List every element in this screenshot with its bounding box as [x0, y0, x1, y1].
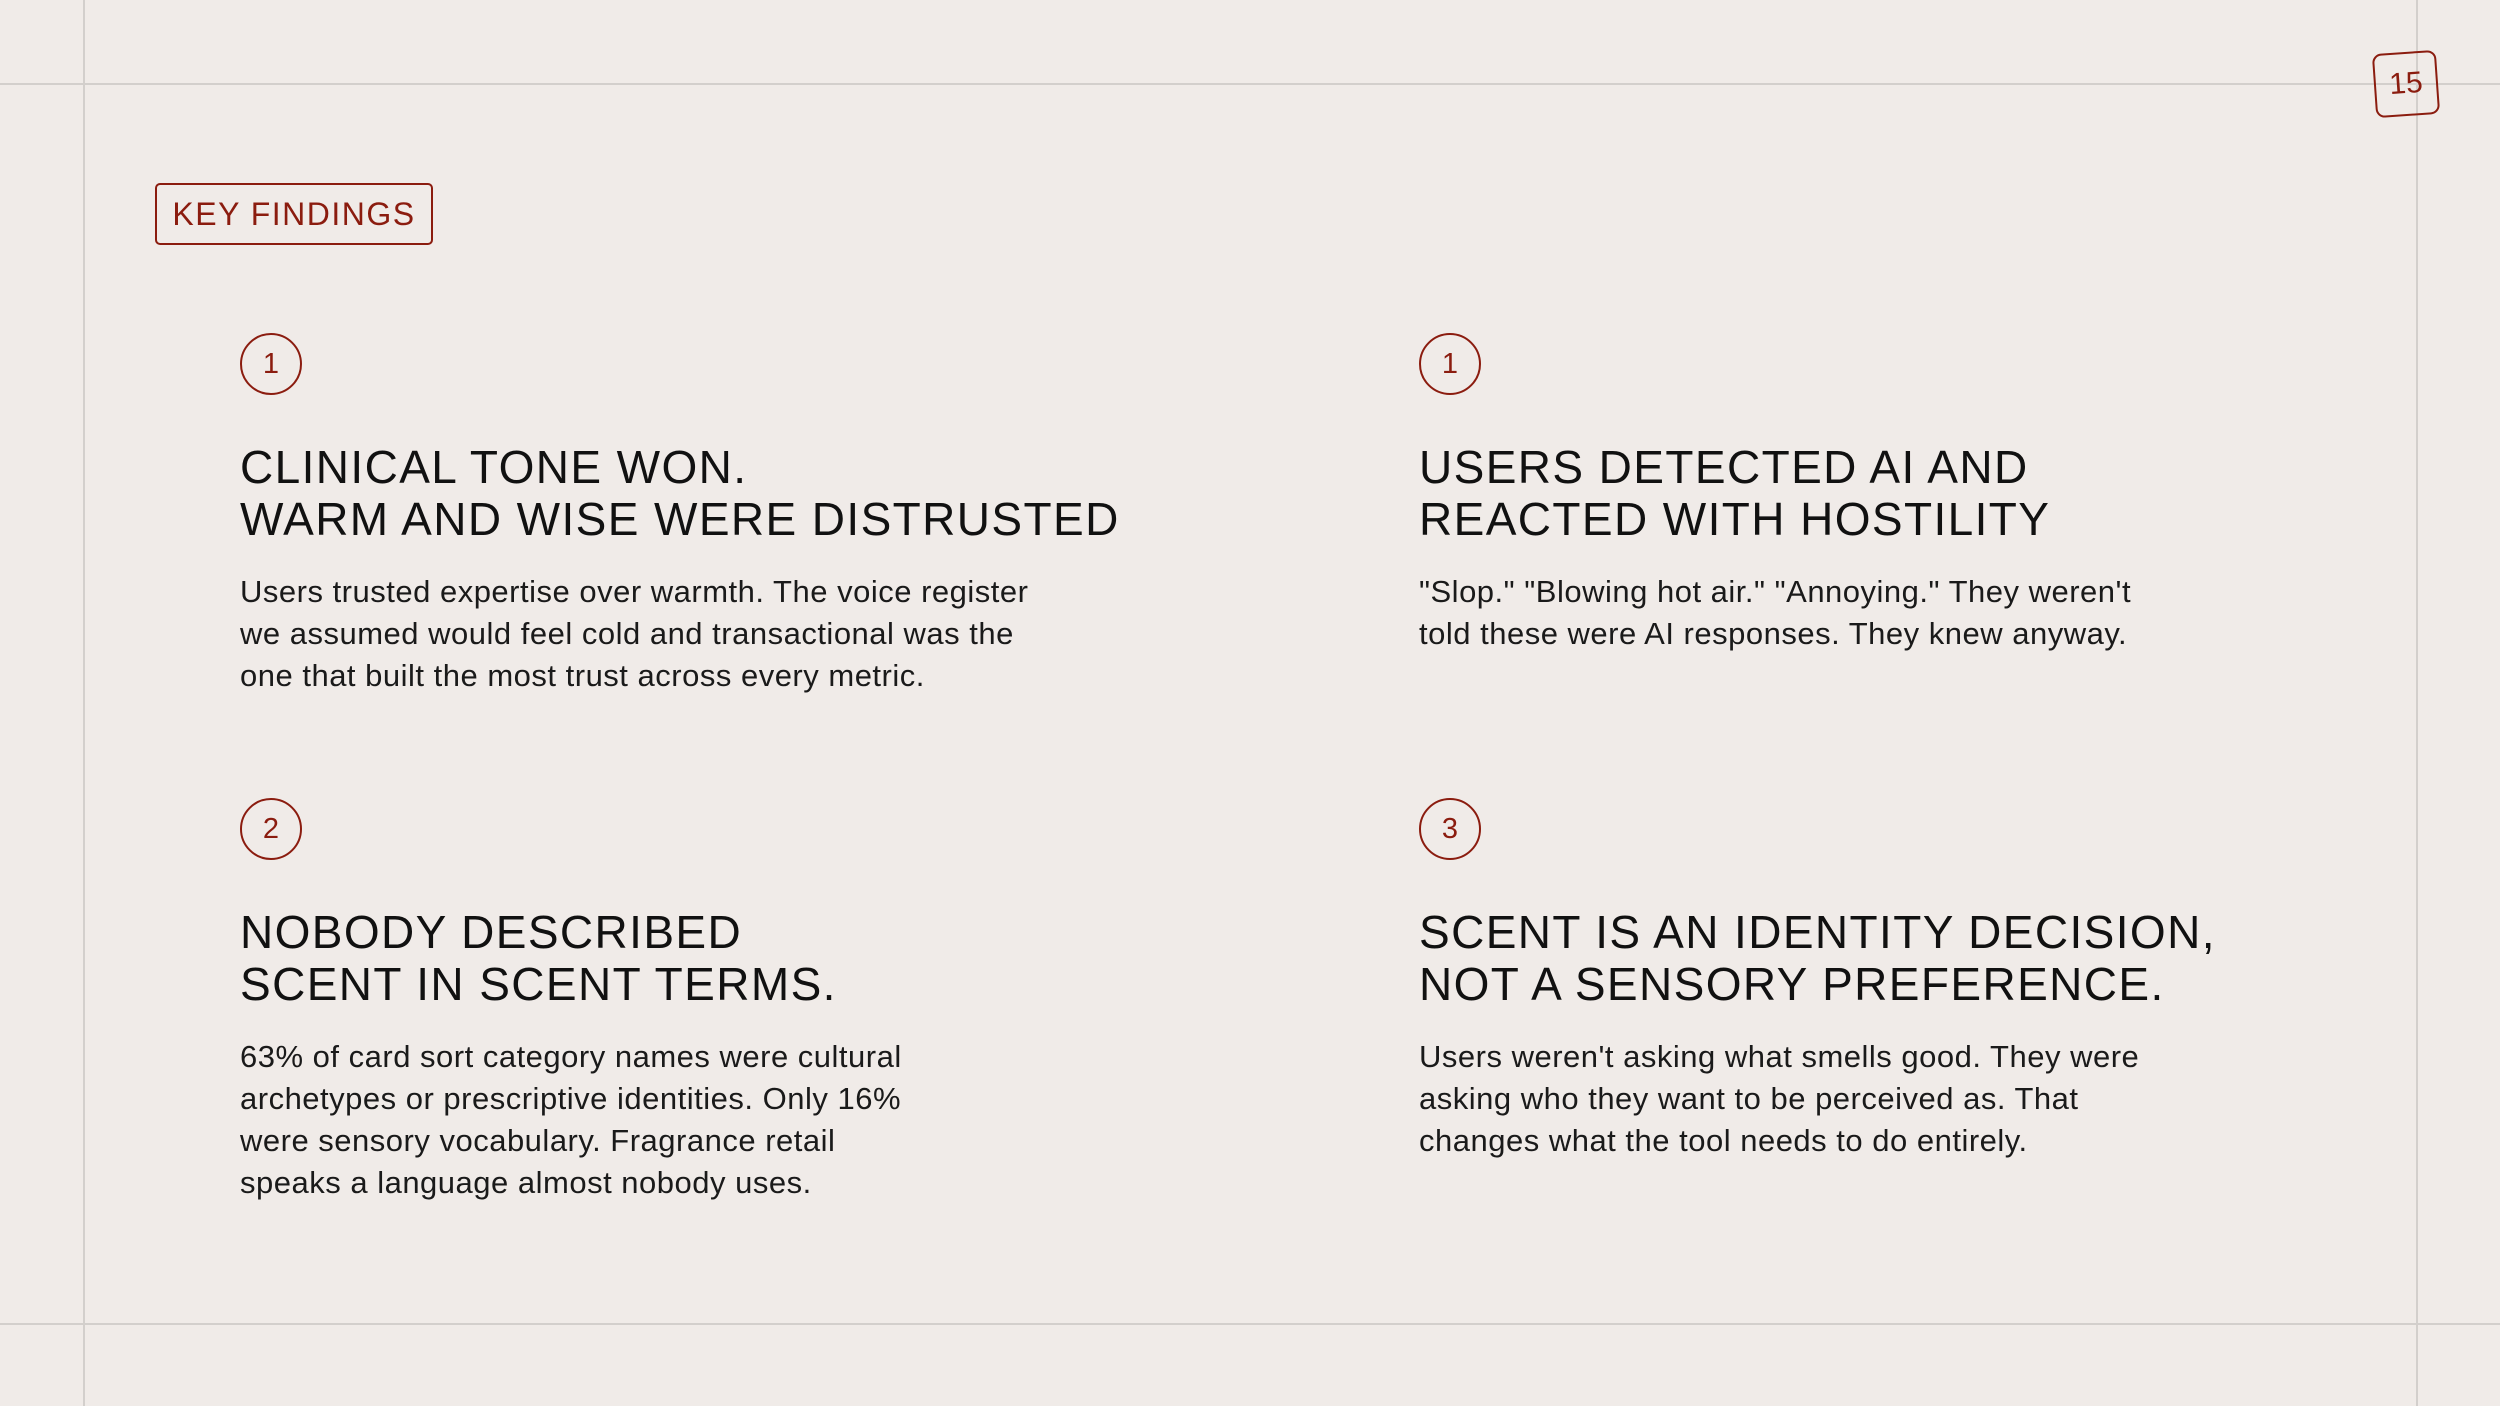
section-tag-label: KEY FINDINGS	[172, 195, 416, 232]
finding-title-line: SCENT IN SCENT TERMS.	[240, 958, 837, 1010]
finding-title-line: NOT A SENSORY PREFERENCE.	[1419, 958, 2165, 1010]
finding-title-line: SCENT IS AN IDENTITY DECISION,	[1419, 906, 2216, 958]
finding-number: 3	[1441, 812, 1459, 845]
page-number-badge	[2372, 50, 2440, 118]
finding-body-line: 63% of card sort category names were cultural	[240, 1039, 902, 1074]
finding-number-badge	[240, 798, 302, 860]
finding-title-line: CLINICAL TONE WON.	[240, 441, 748, 493]
finding-number-badge	[240, 333, 302, 395]
finding-title	[1419, 906, 2419, 1010]
finding-body-line: changes what the tool needs to do entirely.	[1419, 1123, 2028, 1158]
finding-body	[1419, 1036, 2419, 1162]
finding-title-line: USERS DETECTED AI AND	[1419, 441, 2029, 493]
finding-body-line: archetypes or prescriptive identities. Only 16%	[240, 1081, 902, 1116]
finding-card-4	[1419, 798, 2419, 1162]
finding-card-1	[240, 333, 1240, 697]
finding-body-line: were sensory vocabulary. Fragrance retail	[240, 1123, 836, 1158]
guide-line-right	[2416, 0, 2418, 1406]
finding-title	[1419, 441, 2419, 545]
finding-body-line: Users weren't asking what smells good. They were	[1419, 1039, 2140, 1074]
finding-body-line: we assumed would feel cold and transactional was the	[240, 616, 1014, 651]
finding-body	[240, 571, 1240, 697]
finding-number-badge	[1419, 798, 1481, 860]
finding-number: 1	[1441, 347, 1459, 380]
finding-body-line: "Slop." "Blowing hot air." "Annoying." They weren't	[1419, 574, 2132, 609]
finding-number-badge	[1419, 333, 1481, 395]
finding-number: 2	[262, 812, 280, 845]
finding-card-3	[240, 798, 1240, 1204]
section-tag	[155, 183, 433, 245]
finding-body	[240, 1036, 1240, 1204]
finding-number: 1	[262, 347, 280, 380]
finding-body-line: Users trusted expertise over warmth. The voice register	[240, 574, 1029, 609]
finding-body-line: asking who they want to be perceived as. That	[1419, 1081, 2079, 1116]
finding-title-line: NOBODY DESCRIBED	[240, 906, 743, 958]
finding-title	[240, 906, 1240, 1010]
finding-title-line: REACTED WITH HOSTILITY	[1419, 493, 2051, 545]
finding-body	[1419, 571, 2419, 655]
finding-body-line: speaks a language almost nobody uses.	[240, 1165, 812, 1200]
finding-title-line: WARM AND WISE WERE DISTRUSTED	[240, 493, 1120, 545]
finding-card-2	[1419, 333, 2419, 655]
guide-line-bottom	[0, 1323, 2500, 1325]
guide-line-top	[0, 83, 2500, 85]
page-number: 15	[2388, 65, 2424, 102]
finding-title	[240, 441, 1240, 545]
finding-body-line: one that built the most trust across every metric.	[240, 658, 925, 693]
guide-line-left	[83, 0, 85, 1406]
finding-body-line: told these were AI responses. They knew anyway.	[1419, 616, 2128, 651]
